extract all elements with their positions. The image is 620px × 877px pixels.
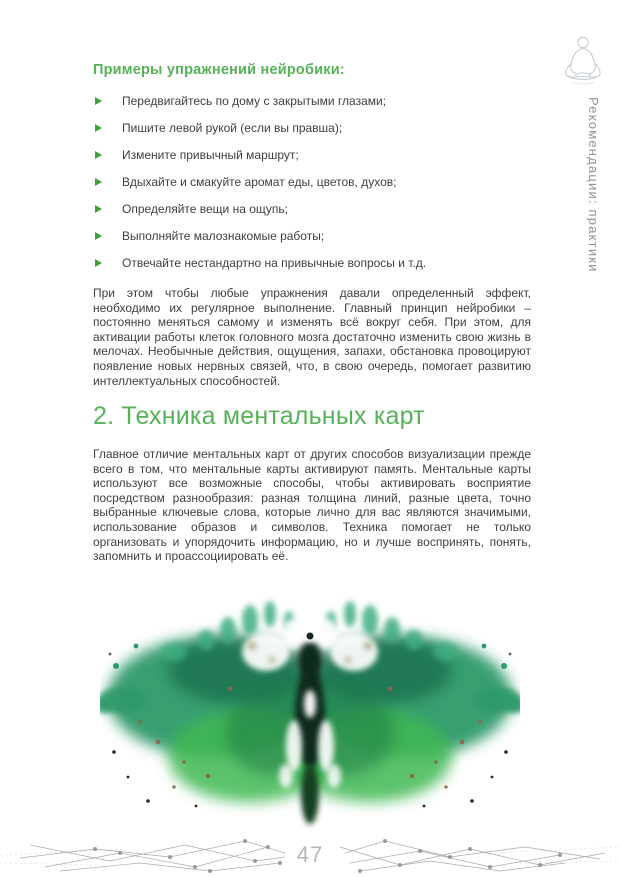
list-item [93,94,531,109]
bullet-arrow-icon [95,124,102,132]
bullet-arrow-icon [95,232,102,240]
list-item-text: Пишите левой рукой (если вы правша); [122,121,343,135]
list-item-text: Передвигайтесь по дому с закрытыми глазами; [122,94,387,108]
list-item-text: Вдыхайте и смакуйте аромат еды, цветов, духов; [122,175,397,189]
list-item [93,121,531,136]
paragraph-neurobics-effect: При этом чтобы любые упражнения давали определенный эффект, необходимо их регулярное выполнение. Главный принцип нейробики – постоянно меняться самому и изменять всё вокруг себя. При этом, для активации работы клеток головного мозга достаточно изменить свою жизнь в мелочах. Необычные действия, ощущения, запахи, обстановка провоцируют появление новых нервных связей, что, в свою очередь, помогает развитию интеллектуальных способностей. [93,286,531,388]
list-item-text: Определяйте вещи на ощупь; [122,202,288,216]
list-title: Примеры упражнений нейробики: [93,62,345,78]
bullet-arrow-icon [95,97,102,105]
list-item-text: Отвечайте нестандартно на привычные вопросы и т.д. [122,256,427,270]
list-item [93,175,531,190]
list-item [93,202,531,217]
list-item-text: Выполняйте малознакомые работы; [122,229,325,243]
sidebar-section-label: Рекомендации: практики [586,97,601,273]
list-item-text: Измените привычный маршрут; [122,148,299,162]
bullet-arrow-icon [95,178,102,186]
paragraph-mental-maps: Главное отличие ментальных карт от других способов визуализации прежде всего в том, что ментальные карты активируют память. Ментальные карты используют все возможные способы, чтобы активировать восприятие посредством разнообразия: разная толщина линий, разные цвета, точно выбранные ключевые слова, которые лично для вас являются значимыми, использование образов и символов. Техника помогает не только организовать и упорядочить информацию, но и лучше воспринять, понять, запомнить и проассоциировать её. [93,447,531,564]
inkblot-image [100,590,520,848]
page-number: 47 [296,842,324,867]
bullet-arrow-icon [95,151,102,159]
bullet-arrow-icon [95,205,102,213]
exercise-list [93,94,531,283]
list-item [93,148,531,163]
list-item [93,256,531,271]
bullet-arrow-icon [95,259,102,267]
list-item [93,229,531,244]
meditation-icon [558,33,608,85]
section-heading-mental-maps: 2. Техника ментальных карт [93,402,425,430]
